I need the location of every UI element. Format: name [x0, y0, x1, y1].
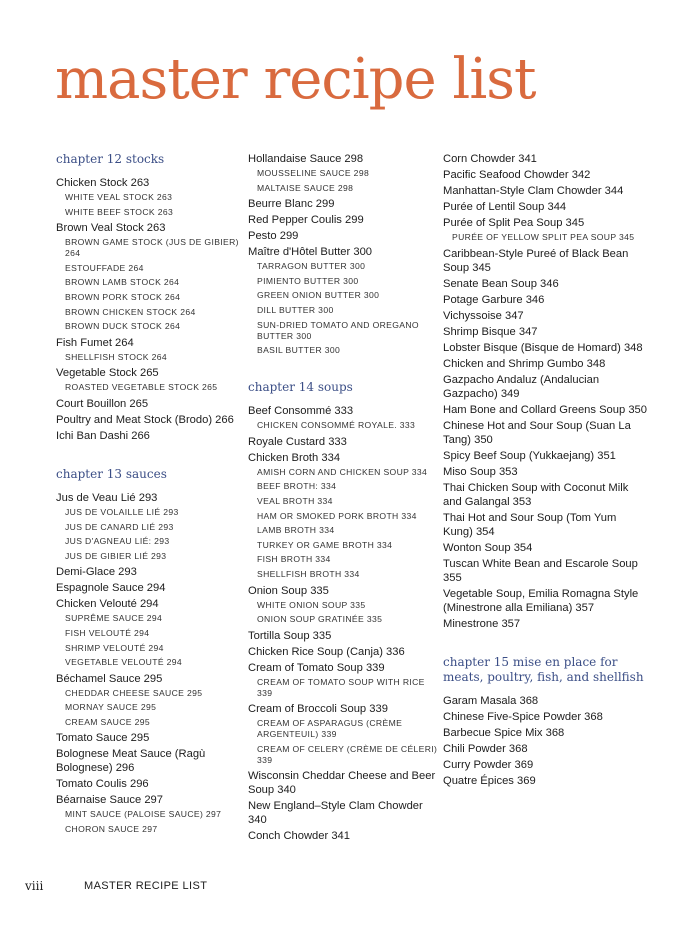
recipe-entry: Maître d'Hôtel Butter 300 [248, 246, 373, 259]
recipe-entry: Royale Custard 333 [248, 435, 347, 448]
sub-recipe-entry: CHORON SAUCE 297 [65, 824, 158, 835]
sub-recipe-entry: BASIL BUTTER 300 [257, 345, 341, 356]
sub-recipe-entry: ONION SOUP GRATINÉE 335 [257, 614, 383, 625]
sub-recipe-entry: MALTAISE SAUCE 298 [257, 182, 354, 193]
recipe-entry: Manhattan-Style Clam Chowder 344 [443, 185, 624, 197]
recipe-entry: Barbecue Spice Mix 368 [443, 726, 565, 739]
sub-recipe-entry: WHITE ONION SOUP 335 [257, 599, 366, 610]
sub-recipe-entry: BROWN CHICKEN STOCK 264 [65, 306, 196, 317]
recipe-entry: Onion Soup 335 [248, 584, 329, 597]
sub-recipe-entry: FISH VELOUTÉ 294 [65, 627, 150, 638]
recipe-entry: Court Bouillon 265 [56, 397, 149, 410]
chapter-heading: chapter 14 soups [248, 380, 353, 395]
recipe-entry: Chicken and Shrimp Gumbo 348 [443, 357, 606, 370]
sub-recipe-entry: SHELLFISH STOCK 264 [65, 351, 168, 362]
recipe-entry: Tomato Coulis 296 [56, 778, 149, 791]
sub-recipe-entry: BROWN DUCK STOCK 264 [65, 321, 181, 332]
recipe-entry: Tortilla Soup 335 [248, 629, 332, 642]
recipe-entry: New England–Style Clam Chowder 340 [248, 800, 423, 827]
recipe-entry: Pacific Seafood Chowder 342 [443, 169, 591, 181]
recipe-entry: Béchamel Sauce 295 [56, 672, 163, 685]
sub-recipe-entry: SHELLFISH BROTH 334 [257, 568, 360, 579]
sub-recipe-entry: JUS D'AGNEAU LIÉ: 293 [65, 536, 170, 547]
recipe-entry: Shrimp Bisque 347 [443, 325, 538, 338]
sub-recipe-entry: SUN-DRIED TOMATO AND OREGANO BUTTER 300 [257, 319, 419, 341]
sub-recipe-entry: BROWN LAMB STOCK 264 [65, 277, 180, 288]
recipe-entry: Conch Chowder 341 [248, 830, 350, 843]
recipe-entry: Chili Powder 368 [443, 742, 528, 755]
recipe-entry: Chinese Hot and Sour Soup (Suan La Tang) 350 [443, 419, 631, 446]
recipe-entry: Red Pepper Coulis 299 [248, 214, 364, 227]
sub-recipe-entry: SHRIMP VELOUTÉ 294 [65, 642, 164, 653]
sub-recipe-entry: CHICKEN CONSOMMÉ ROYALE. 333 [257, 420, 416, 431]
recipe-entry: Ichi Ban Dashi 266 [56, 429, 150, 442]
sub-recipe-entry: BROWN PORK STOCK 264 [65, 291, 181, 302]
recipe-entry: Senate Bean Soup 346 [443, 277, 559, 290]
recipe-entry: Garam Masala 368 [443, 694, 539, 707]
chapter-heading: chapter 15 mise en place for meats, poultry, fish, and shellfish [443, 654, 644, 684]
recipe-entry: Caribbean-Style Pureé of Black Bean Soup 345 [443, 247, 629, 274]
sub-recipe-entry: MINT SAUCE (PALOISE SAUCE) 297 [65, 809, 222, 820]
sub-recipe-entry: MORNAY SAUCE 295 [65, 702, 157, 713]
recipe-entry: Curry Powder 369 [443, 758, 534, 771]
recipe-entry: Vichyssoise 347 [443, 309, 524, 322]
recipe-entry: Thai Hot and Sour Soup (Tom Yum Kung) 354 [443, 511, 617, 538]
recipe-entry: Tuscan White Bean and Escarole Soup 355 [443, 557, 638, 584]
sub-recipe-entry: TARRAGON BUTTER 300 [257, 261, 366, 272]
column-1 [56, 152, 246, 839]
recipe-entry: Ham Bone and Collard Greens Soup 350 [443, 403, 647, 416]
recipe-entry: Pesto 299 [248, 230, 299, 243]
running-footer: MASTER RECIPE LIST [84, 880, 208, 892]
sub-recipe-entry: BEEF BROTH: 334 [257, 481, 337, 492]
sub-recipe-entry: FISH BROTH 334 [257, 554, 331, 565]
sub-recipe-entry: MOUSSELINE SAUCE 298 [257, 168, 370, 178]
chapter-heading: chapter 13 sauces [56, 466, 167, 481]
recipe-entry: Fish Fumet 264 [56, 336, 134, 349]
sub-recipe-entry: BROWN GAME STOCK (JUS DE GIBIER) 264 [65, 237, 239, 259]
sub-recipe-entry: WHITE VEAL STOCK 263 [65, 192, 173, 202]
recipe-entry: Gazpacho Andaluz (Andalucian Gazpacho) 349 [443, 373, 600, 400]
sub-recipe-entry: JUS DE GIBIER LIÉ 293 [65, 550, 167, 561]
recipe-entry: Quatre Épices 369 [443, 774, 536, 787]
chapter-heading: chapter 12 stocks [56, 152, 165, 166]
recipe-entry: Miso Soup 353 [443, 465, 518, 478]
recipe-entry: Chicken Broth 334 [248, 451, 341, 464]
sub-recipe-entry: ESTOUFFADE 264 [65, 262, 144, 273]
recipe-entry: Vegetable Soup, Emilia Romagna Style (Minestrone alla Emiliana) 357 [443, 587, 639, 614]
recipe-entry: Beurre Blanc 299 [248, 198, 335, 211]
sub-recipe-entry: CHEDDAR CHEESE SAUCE 295 [65, 687, 203, 698]
sub-recipe-entry: VEGETABLE VELOUTÉ 294 [65, 657, 183, 668]
recipe-entry: Cream of Tomato Soup 339 [248, 661, 385, 674]
sub-recipe-entry: GREEN ONION BUTTER 300 [257, 290, 380, 301]
column-3 [443, 152, 648, 790]
sub-recipe-entry: CREAM OF ASPARAGUS (CRÈME ARGENTEUIL) 339 [257, 718, 403, 740]
recipe-entry: Brown Veal Stock 263 [56, 222, 166, 235]
recipe-entry: Lobster Bisque (Bisque de Homard) 348 [443, 341, 643, 354]
sub-recipe-entry: CREAM OF TOMATO SOUP WITH RICE 339 [257, 676, 425, 698]
recipe-entry: Wisconsin Cheddar Cheese and Beer Soup 340 [248, 770, 436, 797]
recipe-entry: Minestrone 357 [443, 617, 521, 630]
sub-recipe-entry: ROASTED VEGETABLE STOCK 265 [65, 382, 218, 393]
recipe-entry: Chicken Velouté 294 [56, 598, 159, 611]
page-title: master recipe list [55, 47, 536, 112]
recipe-entry: Spicy Beef Soup (Yukkaejang) 351 [443, 449, 616, 462]
sub-recipe-entry: PURÉE OF YELLOW SPLIT PEA SOUP 345 [452, 232, 635, 242]
recipe-entry: Beef Consommé 333 [248, 405, 354, 418]
sub-recipe-entry: WHITE BEEF STOCK 263 [65, 206, 174, 217]
recipe-entry: Demi-Glace 293 [56, 566, 137, 579]
recipe-entry: Purée of Split Pea Soup 345 [443, 217, 585, 229]
sub-recipe-entry: PIMIENTO BUTTER 300 [257, 275, 359, 286]
sub-recipe-entry: SUPRÊME SAUCE 294 [65, 613, 163, 624]
recipe-entry: Wonton Soup 354 [443, 541, 533, 554]
sub-recipe-entry: JUS DE VOLAILLE LIÉ 293 [65, 506, 179, 517]
page-number: viii [25, 879, 44, 893]
recipe-entry: Poultry and Meat Stock (Brodo) 266 [56, 413, 234, 426]
sub-recipe-entry: DILL BUTTER 300 [257, 304, 334, 315]
recipe-entry: Potage Garbure 346 [443, 293, 545, 306]
sub-recipe-entry: JUS DE CANARD LIÉ 293 [65, 521, 174, 532]
recipe-entry: Béarnaise Sauce 297 [56, 794, 163, 807]
recipe-entry: Chicken Stock 263 [56, 177, 150, 189]
recipe-entry: Tomato Sauce 295 [56, 732, 150, 745]
sub-recipe-entry: TURKEY OR GAME BROTH 334 [257, 539, 393, 550]
recipe-entry: Hollandaise Sauce 298 [248, 153, 364, 165]
recipe-entry: Bolognese Meat Sauce (Ragù Bolognese) 296 [56, 748, 206, 775]
sub-recipe-entry: VEAL BROTH 334 [257, 495, 333, 506]
recipe-entry: Cream of Broccoli Soup 339 [248, 703, 388, 716]
recipe-entry: Chicken Rice Soup (Canja) 336 [248, 645, 405, 658]
sub-recipe-entry: LAMB BROTH 334 [257, 525, 335, 536]
recipe-entry: Chinese Five-Spice Powder 368 [443, 710, 603, 723]
sub-recipe-entry: HAM OR SMOKED PORK BROTH 334 [257, 510, 417, 521]
sub-recipe-entry: CREAM SAUCE 295 [65, 716, 151, 727]
recipe-entry: Purée of Lentil Soup 344 [443, 201, 567, 213]
sub-recipe-entry: AMISH CORN AND CHICKEN SOUP 334 [257, 466, 428, 477]
sub-recipe-entry: CREAM OF CELERY (CRÈME DE CÉLERI) 339 [257, 743, 438, 765]
recipe-entry: Vegetable Stock 265 [56, 367, 159, 380]
recipe-entry: Jus de Veau Lié 293 [56, 491, 158, 504]
recipe-entry: Thai Chicken Soup with Coconut Milk and Galangal 353 [443, 481, 629, 508]
recipe-entry: Corn Chowder 341 [443, 153, 537, 165]
recipe-entry: Espagnole Sauce 294 [56, 582, 166, 595]
column-2 [248, 152, 438, 845]
